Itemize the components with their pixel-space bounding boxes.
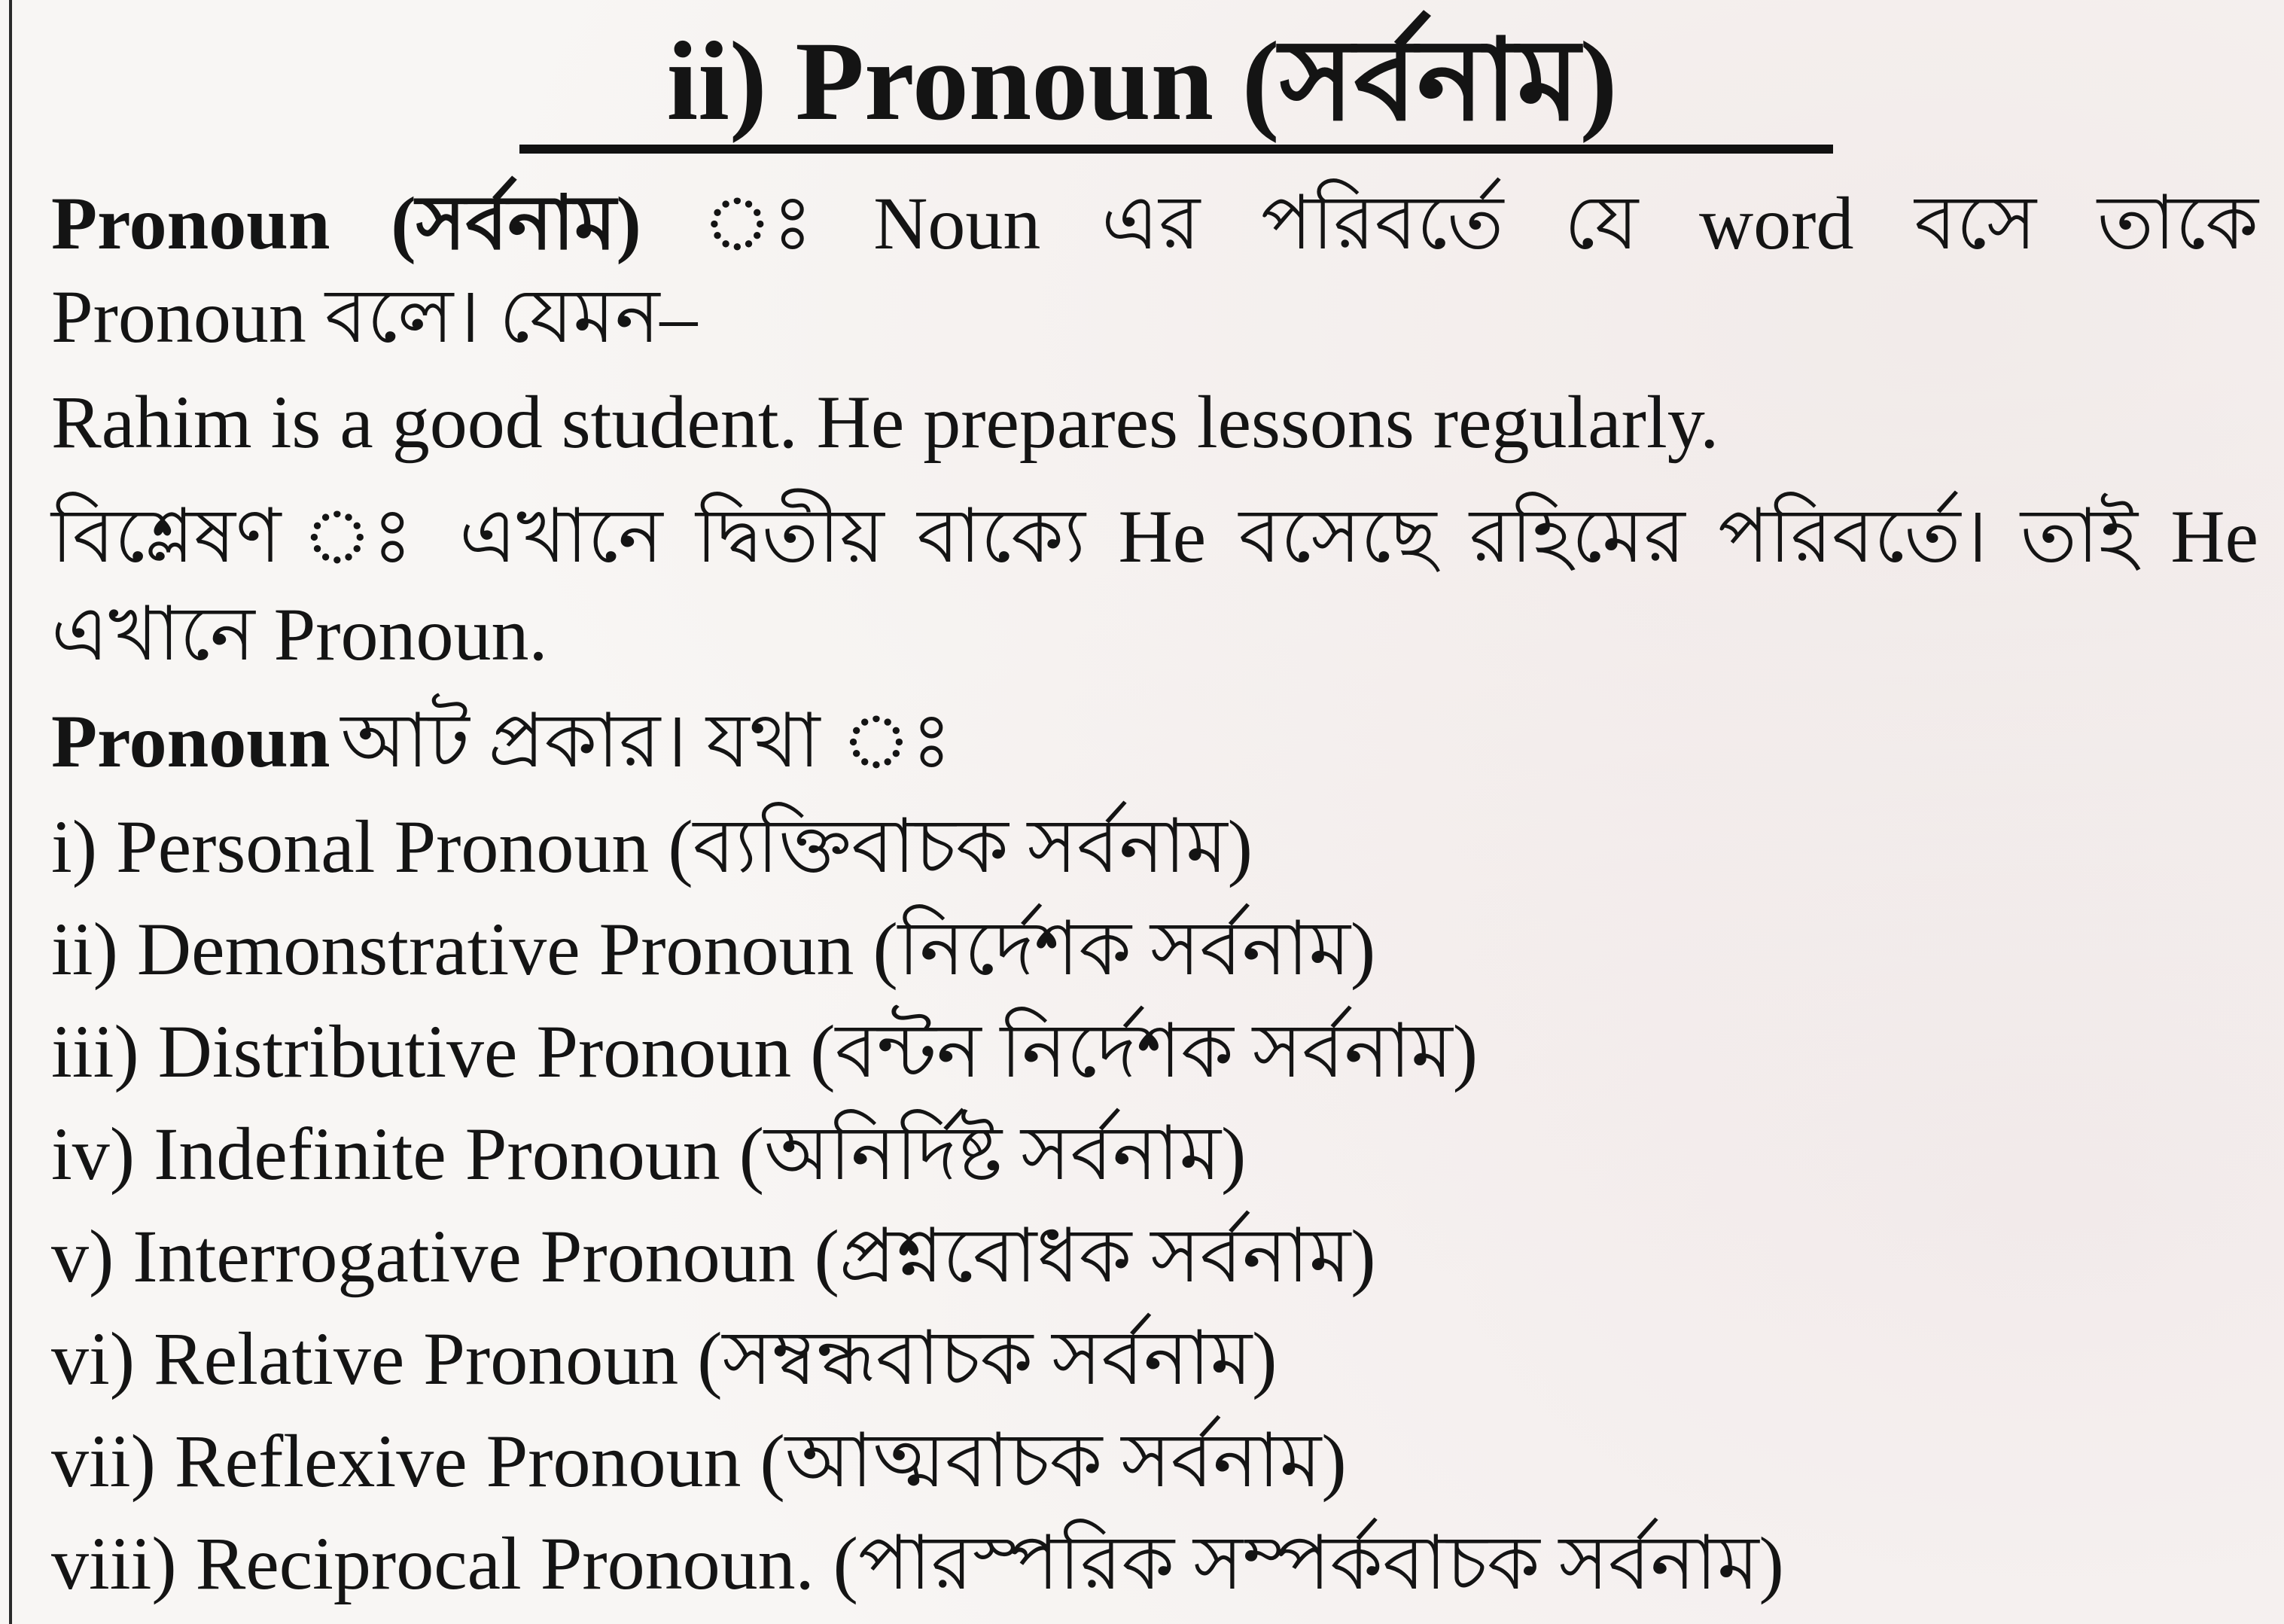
left-margin-rule bbox=[9, 0, 12, 1624]
types-heading-term: Pronoun bbox=[51, 699, 330, 783]
definition-term: Pronoun (সর্বনাম) bbox=[51, 181, 641, 265]
type-item-1: i) Personal Pronoun (ব্যক্তিবাচক সর্বনাম) bbox=[51, 805, 1253, 888]
type-item-8: viii) Reciprocal Pronoun. (পারস্পরিক সম্পর্কবাচক সর্বনাম) bbox=[51, 1522, 1784, 1605]
type-item-4: iv) Indefinite Pronoun (অনির্দিষ্ট সর্বনাম) bbox=[51, 1112, 1247, 1196]
type-item-5: v) Interrogative Pronoun (প্রশ্নবোধক সর্বনাম) bbox=[51, 1214, 1376, 1298]
title-underline bbox=[519, 145, 1833, 154]
type-item-3: iii) Distributive Pronoun (বন্টন নির্দেশক সর্বনাম) bbox=[51, 1010, 1478, 1093]
example-sentence: Rahim is a good student. He prepares lessons regularly. bbox=[51, 380, 1719, 464]
analysis-line-1: বিশ্লেষণ ঃ এখানে দ্বিতীয় বাক্যে He বসেছে রহিমের পরিবর্তে। তাই He bbox=[51, 495, 2258, 578]
types-heading bbox=[51, 693, 952, 791]
type-item-7: vii) Reflexive Pronoun (আত্মবাচক সর্বনাম) bbox=[51, 1419, 1347, 1503]
page-title: ii) Pronoun (সর্বনাম) bbox=[666, 19, 1618, 144]
definition-line-2: Pronoun বলে। যেমন– bbox=[51, 275, 698, 358]
analysis-line-2: এখানে Pronoun. bbox=[51, 593, 548, 676]
types-heading-text: আট প্রকার। যথা ঃ bbox=[340, 699, 952, 783]
type-item-2: ii) Demonstrative Pronoun (নির্দেশক সর্বনাম) bbox=[51, 907, 1376, 991]
type-item-6: vi) Relative Pronoun (সম্বন্ধবাচক সর্বনাম) bbox=[51, 1317, 1278, 1400]
definition-text: ঃ Noun এর পরিবর্তে যে word বসে তাকে bbox=[702, 181, 2258, 265]
definition-line-1 bbox=[51, 175, 2258, 273]
